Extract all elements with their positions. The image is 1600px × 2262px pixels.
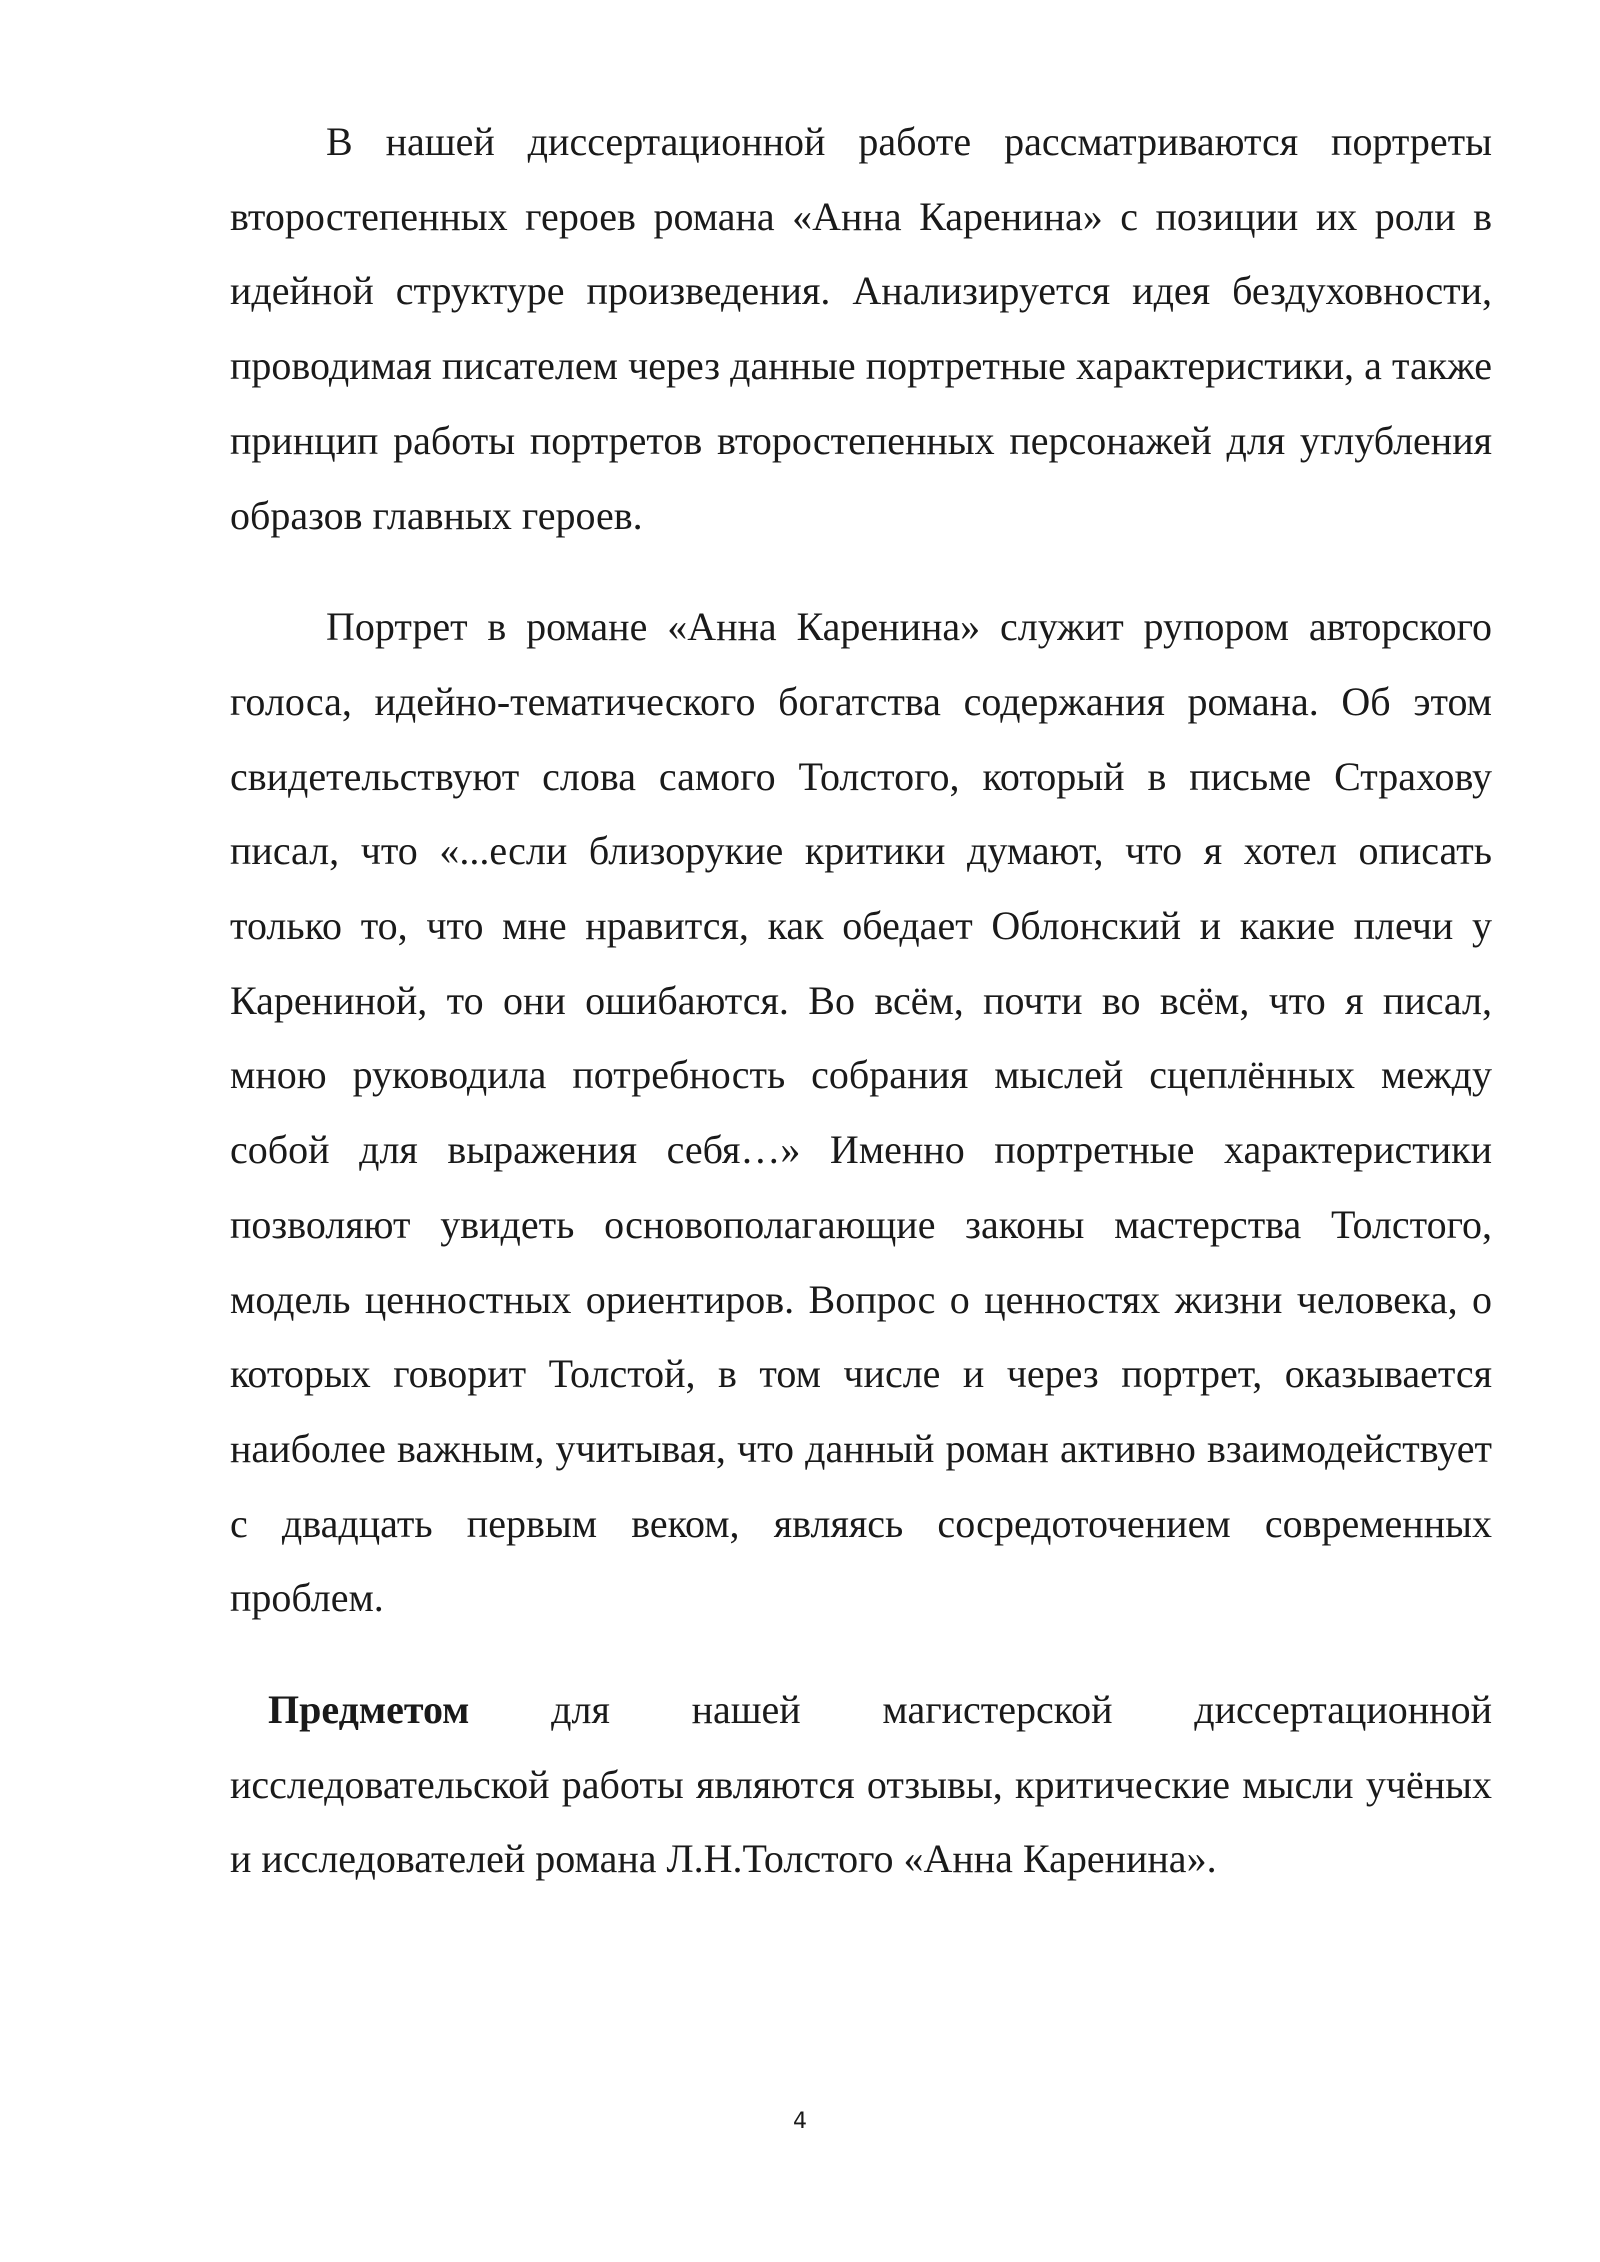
subject-term: Предметом [268, 1687, 470, 1733]
document-body [230, 105, 1492, 1897]
subject-text: для нашей магистерской диссертационной исследовательской работы являются отзывы, критические мысли учёных и исследователей романа Л.Н.Толстого «Анна Каренина». [230, 1687, 1492, 1882]
paragraph-subject [230, 1673, 1492, 1897]
paragraph-portrait-role: Портрет в романе «Анна Каренина» служит рупором авторского голоса, идейно-тематического богатства содержания романа. Об этом свидетельствуют слова самого Толстого, который в письме Страхову писал, что «...если близорукие критики думают, что я хотел описать только то, что мне нравится, как обедает Облонский и какие плечи у Карениной, то они ошибаются. Во всём, почти во всём, что я писал, мною руководила потребность собрания мыслей сцеплённых между собой для выражения себя…» Именно портретные характеристики позволяют увидеть основополагающие законы мастерства Толстого, модель ценностных ориентиров. Вопрос о ценностях жизни человека, о которых говорит Толстой, в том числе и через портрет, оказывается наиболее важным, учитывая, что данный роман активно взаимодействует с двадцать первым веком, являясь сосредоточением современных проблем. [230, 604, 1492, 1621]
page-number: 4 [793, 2109, 807, 2134]
paragraph-introduction: В нашей диссертационной работе рассматриваются портреты второстепенных героев романа «Анна Каренина» с позиции их роли в идейной структуре произведения. Анализируется идея бездуховности, проводимая писателем через данные портретные характеристики, а также принцип работы портретов второстепенных персонажей для углубления образов главных героев. [230, 119, 1492, 538]
